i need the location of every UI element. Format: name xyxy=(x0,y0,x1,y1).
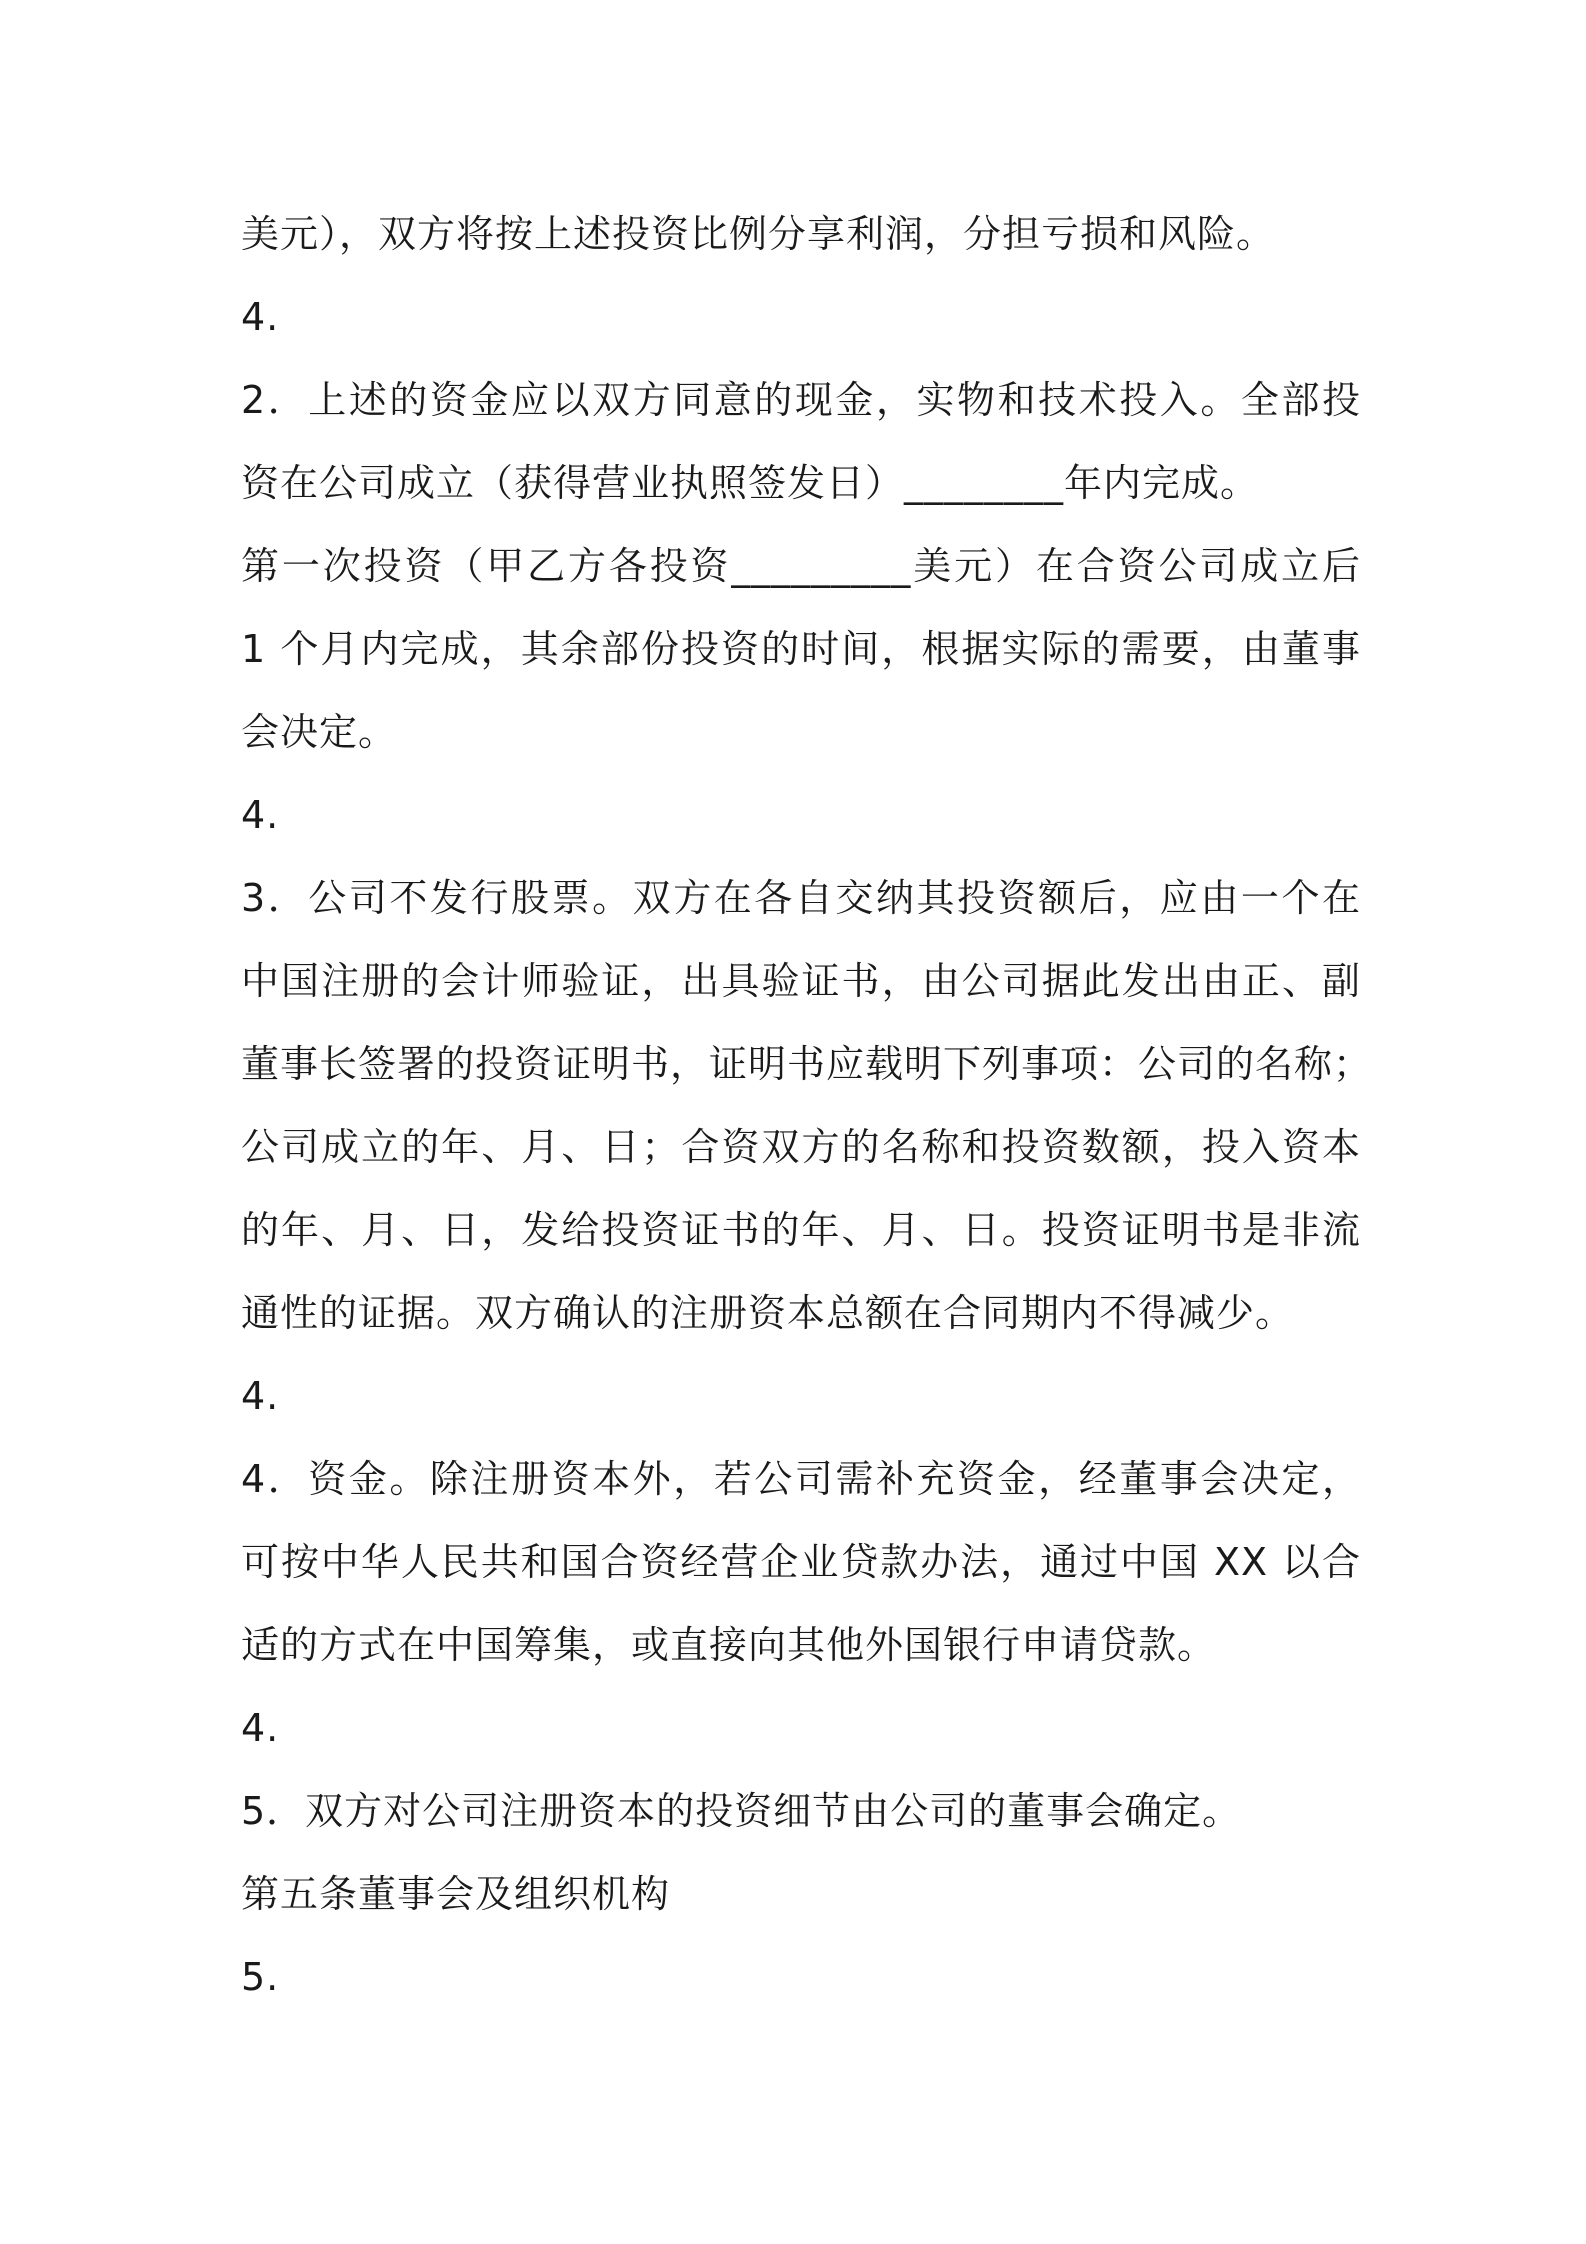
text-line: 3．公司不发行股票。双方在各自交纳其投资额后，应由一个在 xyxy=(241,876,1361,920)
text-line: 可按中华人民共和国合资经营企业贷款办法，通过中国 XX 以合 xyxy=(241,1540,1361,1584)
section-number: 4. xyxy=(241,1374,280,1418)
text-line: 5．双方对公司注册资本的投资细节由公司的董事会确定。 xyxy=(241,1789,1242,1833)
section-number: 4. xyxy=(241,1706,280,1750)
text-line: 2．上述的资金应以双方同意的现金，实物和技术投入。全部投 xyxy=(241,378,1361,422)
text-line: 会决定。 xyxy=(241,710,398,754)
text-line: 资在公司成立（获得营业执照签发日）________年内完成。 xyxy=(241,461,1260,505)
document-body xyxy=(241,193,1373,2019)
section-number: 5. xyxy=(241,1955,280,1999)
text-line: 公司成立的年、月、日；合资双方的名称和投资数额，投入资本 xyxy=(241,1125,1361,1169)
text-line: 董事长签署的投资证明书，证明书应载明下列事项：公司的名称； xyxy=(241,1042,1373,1086)
text-line: 的年、月、日，发给投资证书的年、月、日。投资证明书是非流 xyxy=(241,1208,1361,1252)
text-line: 4．资金。除注册资本外，若公司需补充资金，经董事会决定， xyxy=(241,1457,1361,1501)
text-line: 美元），双方将按上述投资比例分享利润，分担亏损和风险。 xyxy=(241,212,1276,256)
text-line: 第一次投资（甲乙方各投资_________美元）在合资公司成立后 xyxy=(241,544,1361,588)
text-line: 适的方式在中国筹集，或直接向其他外国银行申请贷款。 xyxy=(241,1623,1217,1667)
text-line: 通性的证据。双方确认的注册资本总额在合同期内不得减少。 xyxy=(241,1291,1295,1335)
section-number: 4. xyxy=(241,793,280,837)
section-number: 4. xyxy=(241,295,280,339)
article-heading: 第五条董事会及组织机构 xyxy=(241,1872,671,1916)
text-line: 中国注册的会计师验证，出具验证书，由公司据此发出由正、副 xyxy=(241,959,1361,1003)
text-line: 1 个月内完成，其余部份投资的时间，根据实际的需要，由董事 xyxy=(241,627,1361,671)
